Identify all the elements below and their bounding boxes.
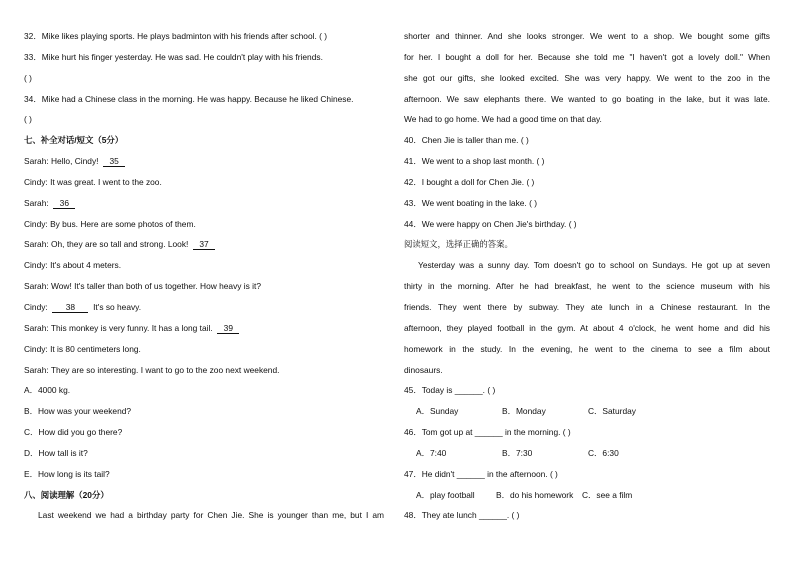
right-column xyxy=(404,26,770,526)
dialogue-line: Sarah: Hello, Cindy! 35 xyxy=(24,151,384,172)
option-c: C．How did you go there? xyxy=(24,427,123,438)
passage-1-line: Last weekend we had a birthday party for Chen Jie. She is younger than me, but I am xyxy=(38,510,384,521)
section-7-heading: 七、补全对话/短文（5分） xyxy=(24,135,124,146)
question-48: 48．They ate lunch ______. ( ) xyxy=(404,510,520,521)
question-47-options xyxy=(404,485,770,506)
option-a: A．play football xyxy=(416,489,475,500)
blank-37: 37 xyxy=(193,240,215,250)
question-43: 43．We went boating in the lake. ( ) xyxy=(404,197,537,208)
blank-38: 38 xyxy=(52,303,88,313)
option-b: B．7:30 xyxy=(502,447,533,458)
question-47: 47．He didn't ______ in the afternoon. ( ) xyxy=(404,468,558,479)
question-33: 33．Mike hurt his finger yesterday. He was sad. He couldn't play with his friends. xyxy=(24,51,323,62)
section-8-heading: 八、阅读理解（20分） xyxy=(24,489,109,500)
dialogue-line: Sarah: Wow! It's taller than both of us together. How heavy is it? xyxy=(24,281,261,292)
passage-1-line: she got our gifts, she looked excited. She was very happy. We went to the zoo in the xyxy=(404,72,770,83)
passage-2-line: thirty in the morning. After he had breakfast, he went to the science museum with his xyxy=(404,281,770,292)
question-42: 42．I bought a doll for Chen Jie. ( ) xyxy=(404,176,535,187)
dialogue-line: Sarah: This monkey is very funny. It has a long tail. 39 xyxy=(24,318,384,339)
dialogue-line: Sarah: They are so interesting. I want to go to the zoo next weekend. xyxy=(24,364,280,375)
question-32: 32．Mike likes playing sports. He plays badminton with his friends after school. ( ) xyxy=(24,31,328,41)
question-40: 40．Chen Jie is taller than me. ( ) xyxy=(404,135,529,146)
option-b: B．How was your weekend? xyxy=(24,406,132,417)
dialogue-line: Sarah: 36 xyxy=(24,193,384,214)
option-c: C．Saturday xyxy=(588,406,636,417)
question-44: 44．We were happy on Chen Jie's birthday. ( ) xyxy=(404,218,577,229)
option-a: A．Sunday xyxy=(416,406,459,417)
reading-instruction: 阅读短文，选择正确的答案。 xyxy=(404,239,513,250)
dialogue-line: Cindy: 38 It's so heavy. xyxy=(24,301,142,312)
option-b: B．do his homework xyxy=(496,489,574,500)
dialogue-line: Cindy: By bus. Here are some photos of them. xyxy=(24,218,196,229)
option-e: E．How long is its tail? xyxy=(24,468,110,479)
question-45-options xyxy=(404,401,770,422)
question-45: 45．Today is ______. ( ) xyxy=(404,385,496,396)
blank-39: 39 xyxy=(217,324,239,334)
option-a: A．7:40 xyxy=(416,447,447,458)
question-34-answer: ( ) xyxy=(24,114,32,125)
question-46: 46．Tom got up at ______ in the morning. ( ) xyxy=(404,427,571,438)
blank-35: 35 xyxy=(103,157,125,167)
passage-1-line: We had to go home. We had a good time on that day. xyxy=(404,114,602,125)
passage-1-line: shorter and thinner. And she looks stronger. We went to a shop. We bought some gifts xyxy=(404,31,770,41)
option-b: B．Monday xyxy=(502,406,546,417)
passage-2-line: homework in the study. In the evening, he went to the cinema to see a film about xyxy=(404,343,770,354)
question-46-options xyxy=(404,443,770,464)
option-c: C．6:30 xyxy=(588,447,619,458)
option-a: A．4000 kg. xyxy=(24,385,71,396)
passage-2-line: friends. They went there by subway. They ate lunch in a Chinese restaurant. In the xyxy=(404,301,770,312)
passage-2-line: Yesterday was a sunny day. Tom doesn't go to school on Sundays. He got up at seven xyxy=(418,260,770,271)
dialogue-line: Cindy: It was great. I went to the zoo. xyxy=(24,176,162,187)
passage-1-line: afternoon. We saw elephants there. We wanted to go boating in the lake, but it was late. xyxy=(404,93,770,104)
passage-1-line: for her. I bought a doll for her. Because she told me "I haven't got a lovely doll." When xyxy=(404,51,770,62)
left-column xyxy=(24,26,384,526)
question-33-answer: ( ) xyxy=(24,72,32,83)
dialogue-line: Cindy: It is 80 centimeters long. xyxy=(24,343,141,354)
question-34: 34．Mike had a Chinese class in the morning. He was happy. Because he liked Chinese. xyxy=(24,93,354,104)
passage-2-line: dinosaurs. xyxy=(404,364,443,375)
blank-36: 36 xyxy=(53,199,75,209)
option-d: D．How tall is it? xyxy=(24,447,88,458)
dialogue-line: Cindy: It's about 4 meters. xyxy=(24,260,122,271)
question-41: 41．We went to a shop last month. ( ) xyxy=(404,156,545,167)
option-c: C．see a film xyxy=(582,489,633,500)
passage-2-line: afternoon, they played football in the gym. At about 4 o'clock, he went home and did his xyxy=(404,322,770,333)
dialogue-line: Sarah: Oh, they are so tall and strong. Look! 37 xyxy=(24,234,384,255)
